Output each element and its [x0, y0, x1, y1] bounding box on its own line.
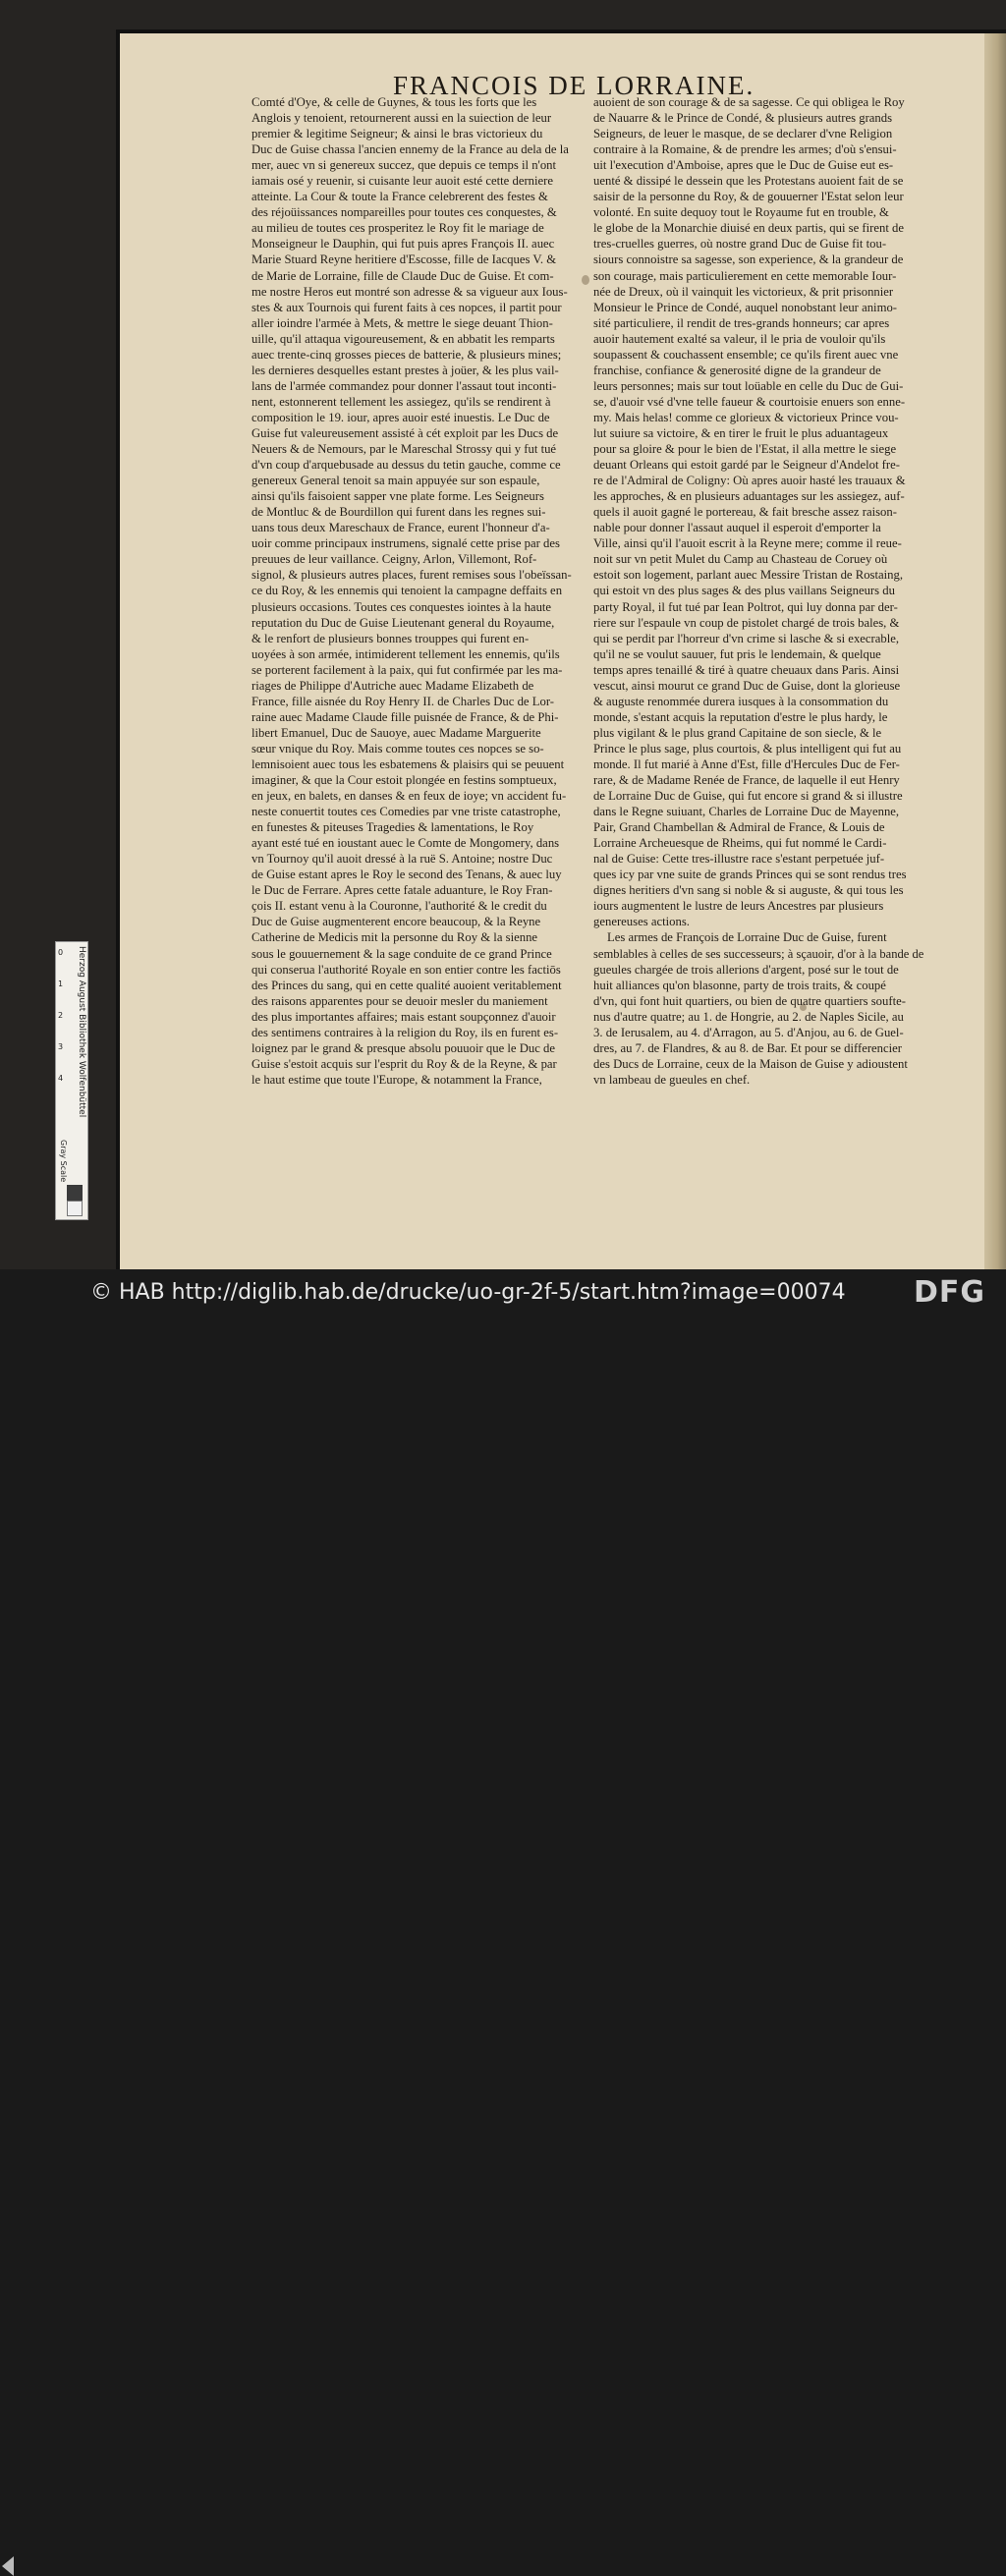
- text-line: signol, & plusieurs autres places, furent remises sous l'obeïssan-: [252, 568, 572, 583]
- arms-text-line: des Ducs de Lorraine, ceux de la Maison de Guise y adioustent: [593, 1056, 908, 1071]
- text-line: contraire à la Romaine, & de prendre les armes; d'où s'ensui-: [593, 142, 897, 157]
- text-line: Comté d'Oye, & celle de Guynes, & tous les forts que les: [252, 95, 537, 109]
- text-line: son courage, mais particulierement en cette memorable Iour-: [593, 268, 897, 283]
- text-line: vescut, ainsi mourut ce grand Duc de Guise, dont la glorieuse: [593, 678, 901, 693]
- page-binding-edge: [984, 33, 1006, 1269]
- text-line: ainsi qu'ils faisoient sapper vne plate forme. Les Seigneurs: [252, 489, 544, 504]
- text-line: nable pour donner l'assaut auquel il esperoit d'emporter la: [593, 521, 881, 535]
- text-line: née de Dreux, où il vainquit les victorieux, & prit prisonnier: [593, 284, 894, 299]
- text-line: estoit son logement, parlant auec Messire Tristan de Rostaing,: [593, 568, 904, 583]
- text-line: deuant Orleans qui estoit gardé par le Seigneur d'Andelot fre-: [593, 458, 900, 473]
- previous-arrow-icon[interactable]: [2, 2556, 14, 2576]
- ruler-number: 4: [58, 1074, 64, 1083]
- left-text-column: [252, 94, 579, 1088]
- text-line: Guise s'estoit acquis sur l'esprit du Roy & de la Reyne, & par: [252, 1056, 557, 1071]
- text-line: de Lorraine Duc de Guise, qui fut encore si grand & si illustre: [593, 789, 903, 804]
- text-line: mer, auec vn si genereux succez, que depuis ce temps il n'ont: [252, 158, 557, 173]
- text-line: riages de Philippe d'Autriche auec Madame Elizabeth de: [252, 678, 534, 693]
- text-line: me nostre Heros eut montré son adresse & sa vigueur aux Ious-: [252, 284, 568, 299]
- arms-text-line: huit alliances qu'on blasonne, party de trois traits, & coupé: [593, 978, 886, 992]
- ink-stain: [582, 275, 589, 285]
- text-line: se, d'auoir vsé d'vne telle faueur & courtoisie enuers son enne-: [593, 394, 906, 409]
- text-line: qui estoit vn des plus sages & des plus vaillans Seigneurs du: [593, 584, 895, 598]
- text-line: en jeux, en balets, en danses & en feux de ioye; vn accident fu-: [252, 789, 567, 804]
- text-line: Seigneurs, de leuer le masque, de se declarer d'vne Religion: [593, 127, 893, 141]
- text-line: qu'il ne se voulut sauuer, fut pris le lendemain, & quelque: [593, 646, 881, 661]
- ruler-number: 2: [58, 1011, 64, 1020]
- dfg-logo: DFG: [914, 1275, 986, 1310]
- text-line: lut suiure sa victoire, & en tirer le fruit le plus aduantageux: [593, 425, 889, 440]
- text-line: iours augmentent le lustre de leurs Ancestres par plusieurs: [593, 899, 884, 914]
- text-line: le Duc de Ferrare. Apres cette fatale aduanture, le Roy Fran-: [252, 883, 553, 898]
- text-line: les approches, & en plusieurs aduantages sur les assiegez, auf-: [593, 489, 905, 504]
- text-line: le haut estime que toute l'Europe, & notamment la France,: [252, 1072, 542, 1087]
- text-line: Ville, ainsi qu'il l'auoit escrit à la Reyne mere; comme il reue-: [593, 536, 902, 551]
- text-line: ques icy par vne suite de grands Princes qui se sont rendus tres: [593, 868, 907, 882]
- text-line: party Royal, il fut tué par Iean Poltrot, qui luy donna par der-: [593, 599, 898, 614]
- text-line: auec trente-cinq grosses pieces de batterie, & plusieurs mines;: [252, 347, 562, 362]
- text-line: uoyées à son armée, intimiderent tellement les ennemis, qu'ils: [252, 646, 560, 661]
- text-line: çois II. estant venu à la Couronne, l'authorité & le credit du: [252, 899, 547, 914]
- gray-swatch-dark: [67, 1185, 83, 1201]
- ruler-number: 0: [58, 948, 64, 957]
- text-line: des sentimens contraires à la religion du Roy, ils en furent es-: [252, 1025, 559, 1039]
- ruler-number: 3: [58, 1042, 64, 1051]
- text-line: Duc de Guise chassa l'ancien ennemy de la France au dela de la: [252, 142, 569, 157]
- text-line: noit sur vn petit Mulet du Camp au Chasteau de Coruey où: [593, 552, 888, 567]
- arms-text-line: 3. de Ierusalem, au 4. d'Arragon, au 5. d'Anjou, au 6. de Guel-: [593, 1025, 904, 1039]
- arms-text-line: nus d'autre quatre; au 1. de Hongrie, au 2. de Naples Sicile, au: [593, 1009, 904, 1024]
- scan-area: [0, 0, 1006, 1269]
- text-line: loignez par le grand & presque absolu pouuoir que le Duc de: [252, 1040, 555, 1055]
- text-line: uans tous deux Mareschaux de France, eurent l'honneur d'a-: [252, 521, 550, 535]
- text-line: tres-cruelles guerres, où nostre grand Duc de Guise fit tou-: [593, 237, 887, 252]
- ruler-label: Herzog August Bibliothek Wolfenbüttel: [77, 946, 86, 1118]
- text-line: Catherine de Medicis mit la personne du Roy & la sienne: [252, 930, 538, 945]
- text-line: & le renfort de plusieurs bonnes trouppes qui furent en-: [252, 631, 530, 645]
- text-line: iamais osé y reuenir, si cuisante leur auoit esté cette derniere: [252, 174, 554, 189]
- text-line: leurs personnes; mais sur tout loüable en celle du Duc de Gui-: [593, 378, 904, 393]
- text-line: en funestes & piteuses Tragedies & lamentations, le Roy: [252, 820, 534, 835]
- text-line: neste conuertit toutes ces Comedies par vne triste catastrophe,: [252, 805, 561, 819]
- text-line: my. Mais helas! comme ce glorieux & victorieux Prince vou-: [593, 410, 899, 424]
- text-line: quels il auoit gagné le portereau, & fait bresche assez raison-: [593, 505, 897, 520]
- text-line: sœur vnique du Roy. Mais comme toutes ces nopces se so-: [252, 741, 544, 756]
- text-line: auoir hautement exalté sa valeur, il le pria de vouloir qu'ils: [593, 331, 886, 346]
- text-line: ce du Roy, & les ennemis qui tenoient la campagne deffaits en: [252, 584, 563, 598]
- text-line: raine auec Madame Claude fille puisnée de France, & de Phi-: [252, 709, 559, 724]
- text-line: auoient de son courage & de sa sagesse. Ce qui obligea le Roy: [593, 95, 905, 109]
- text-line: Guise fut valeureusement assisté à cét exploit par les Ducs de: [252, 425, 559, 440]
- text-line: lemnisoient auec tous les esbatemens & plaisirs qui se peuuent: [252, 756, 565, 771]
- text-line: les dernieres desquelles estant prestes à joüer, & les plus vail-: [252, 363, 559, 377]
- text-line: de Guise estant apres le Roy le second des Tenans, & auec luy: [252, 868, 562, 882]
- gray-scale-label: Gray Scale: [59, 1140, 68, 1183]
- text-line: sité particuliere, il rendit de tres-grands honneurs; car apres: [593, 315, 890, 330]
- ruler-number: 1: [58, 980, 64, 988]
- arms-text-line: d'vn, qui font huit quartiers, ou bien de quatre quartiers soufte-: [593, 993, 906, 1008]
- text-line: Prince le plus sage, plus courtois, & plus intelligent qui fut au: [593, 741, 902, 756]
- arms-text-line: dres, au 7. de Flandres, & au 8. de Bar. Et pour se differencier: [593, 1040, 903, 1055]
- text-line: uenté & dissipé le dessein que les Protestans auoient fait de se: [593, 174, 904, 189]
- text-line: de Montluc & de Bourdillon qui furent dans les regnes sui-: [252, 505, 546, 520]
- text-line: pour sa gloire & pour le bien de l'Estat, il alla mettre le siege: [593, 442, 897, 457]
- text-line: Pair, Grand Chambellan & Admiral de France, & Louis de: [593, 820, 885, 835]
- text-line: re de l'Admiral de Coligny: Où apres auoir hasté les trauaux &: [593, 474, 906, 488]
- text-line: temps apres tenaillé & tiré à quatre cheuaux dans Paris. Ainsi: [593, 662, 900, 677]
- arms-text-line: semblables à celles de ses successeurs; à sçauoir, d'or à la bande de: [593, 946, 924, 961]
- text-line: ayant esté tué en ioustant auec le Comte de Mongomery, dans: [252, 836, 560, 851]
- text-line: siours connoistre sa sagesse, son experience, & la grandeur de: [593, 252, 904, 267]
- text-line: soupassent & couchassent ensemble; ce qu'ils firent auec vne: [593, 347, 899, 362]
- copyright-url: © HAB http://diglib.hab.de/drucke/uo-gr-2f-5/start.htm?image=00074: [90, 1280, 846, 1305]
- text-line: monde. Il fut marié à Anne d'Est, fille d'Hercules Duc de Fer-: [593, 756, 900, 771]
- text-line: uille, qu'il attaqua vigoureusement, & en abbatit les remparts: [252, 331, 555, 346]
- text-line: de Nauarre & le Prince de Condé, & plusieurs autres grands: [593, 111, 893, 126]
- text-line: premier & legitime Seigneur; & ainsi le bras victorieux du: [252, 127, 543, 141]
- text-line: composition le 19. iour, apres auoir esté inuestis. Le Duc de: [252, 410, 550, 424]
- text-line: Duc de Guise augmenterent encore beaucoup, & la Reyne: [252, 915, 541, 929]
- text-line: des Princes du sang, qui en cette qualité auoient veritablement: [252, 978, 562, 992]
- text-line: monde, s'estant acquis la reputation d'estre le plus hardy, le: [593, 709, 888, 724]
- text-line: stes & aux Tournois qui furent faits à ces nopces, il partit pour: [252, 300, 562, 314]
- text-line: uit l'execution d'Amboise, apres que le Duc de Guise eut es-: [593, 158, 894, 173]
- text-line: Lorraine Archeuesque de Rheims, qui fut nommé le Cardi-: [593, 836, 887, 851]
- text-line: Marie Stuard Reyne heritiere d'Escosse, fille de Iacques V. &: [252, 252, 557, 267]
- text-line: des raisons apparentes pour se deuoir mesler du maniement: [252, 993, 548, 1008]
- text-line: Monsieur le Prince de Condé, auquel nonobstant leur animo-: [593, 300, 898, 314]
- text-line: de Marie de Lorraine, fille de Claude Duc de Guise. Et com-: [252, 268, 554, 283]
- text-line: genereuses actions.: [593, 915, 690, 929]
- arms-text-line: gueules chargée de trois allerions d'argent, posé sur le tout de: [593, 962, 899, 977]
- text-line: & auguste renommée durera iusques à la consommation du: [593, 694, 889, 708]
- text-line: dignes heritiers d'vn sang si noble & si auguste, & qui tous les: [593, 883, 904, 898]
- arms-text-line: vn lambeau de gueules en chef.: [593, 1072, 751, 1087]
- text-line: libert Emanuel, Duc de Sauoye, auec Madame Marguerite: [252, 725, 541, 740]
- text-line: dans le Regne suiuant, Charles de Lorraine Duc de Mayenne,: [593, 805, 900, 819]
- text-line: des plus importantes affaires; mais estant soupçonnez d'auoir: [252, 1009, 556, 1024]
- text-line: qui conserua l'authorité Royale en son entier contre les factiōs: [252, 962, 561, 977]
- text-line: qui se perdit par l'horreur d'vn crime si lasche & si execrable,: [593, 631, 900, 645]
- running-title: FRANCOIS DE LORRAINE.: [393, 71, 755, 100]
- text-line: aller ioindre l'armée à Mets, & mettre le siege deuant Thion-: [252, 315, 553, 330]
- text-line: riere sur l'espaule vn coup de pistolet chargé de trois bales, &: [593, 615, 900, 630]
- text-line: Neuers & de Nemours, par le Mareschal Strossy qui y fut tué: [252, 442, 557, 457]
- gray-swatch-light: [67, 1201, 83, 1216]
- text-line: plusieurs occasions. Toutes ces conquestes iointes à la haute: [252, 599, 552, 614]
- text-line: plus vigilant & le plus grand Capitaine de son siecle, & le: [593, 725, 882, 740]
- text-line: France, fille aisnée du Roy Henry II. de Charles Duc de Lor-: [252, 694, 555, 708]
- text-line: volonté. En suite dequoy tout le Royaume fut en trouble, &: [593, 205, 889, 220]
- text-line: d'vn coup d'arquebusade au dessus du tetin gauche, comme ce: [252, 458, 561, 473]
- right-text-column: [593, 94, 923, 1088]
- text-line: preuues de leur vaillance. Ceigny, Arlon, Villemont, Rof-: [252, 552, 537, 567]
- text-line: se porterent facilement à la paix, qui fut confirmée par les ma-: [252, 662, 563, 677]
- text-line: genereux General tenoit sa main appuyée sur son espaule,: [252, 474, 540, 488]
- text-line: Anglois y tenoient, retournerent aussi en la suiection de leur: [252, 111, 552, 126]
- text-line: atteinte. La Cour & toute la France celebrerent des festes &: [252, 190, 548, 204]
- text-line: imaginer, & que la Cour estoit plongée en festins somptueux,: [252, 773, 557, 788]
- text-line: lans de l'armée commandez pour donner l'assaut tout inconti-: [252, 378, 557, 393]
- text-line: sous le gouuernement & la sage conduite de ce grand Prince: [252, 946, 552, 961]
- text-line: rare, & de Madame Renée de France, de laquelle il eut Henry: [593, 773, 900, 788]
- text-line: Monseigneur le Dauphin, qui fut puis apres François II. auec: [252, 237, 555, 252]
- text-line: vn Tournoy qu'il auoit dressé à la ruë S. Antoine; nostre Duc: [252, 852, 553, 867]
- text-line: nal de Guise: Cette tres-illustre race s'estant perpetuée juf-: [593, 852, 885, 867]
- text-line: franchise, confiance & generosité digne de la grandeur de: [593, 363, 881, 377]
- text-line: reputation du Duc de Guise Lieutenant general du Royaume,: [252, 615, 555, 630]
- text-line: saisir de la personne du Roy, & de gouuerner l'Estat selon leur: [593, 190, 904, 204]
- text-line: uoir comme principaux instrumens, signalé cette prise par des: [252, 536, 560, 551]
- text-line: nent, estonnerent tellement les assiegez, qu'ils se rendirent à: [252, 394, 551, 409]
- text-line: le globe de la Monarchie diuisé en deux partis, qui se firent de: [593, 221, 905, 236]
- text-line: au milieu de toutes ces prosperitez le Roy fit le mariage de: [252, 221, 544, 236]
- text-line: des réjoüissances nompareilles pour toutes ces conquestes, &: [252, 205, 557, 220]
- arms-text-line: Les armes de François de Lorraine Duc de Guise, furent: [607, 930, 887, 945]
